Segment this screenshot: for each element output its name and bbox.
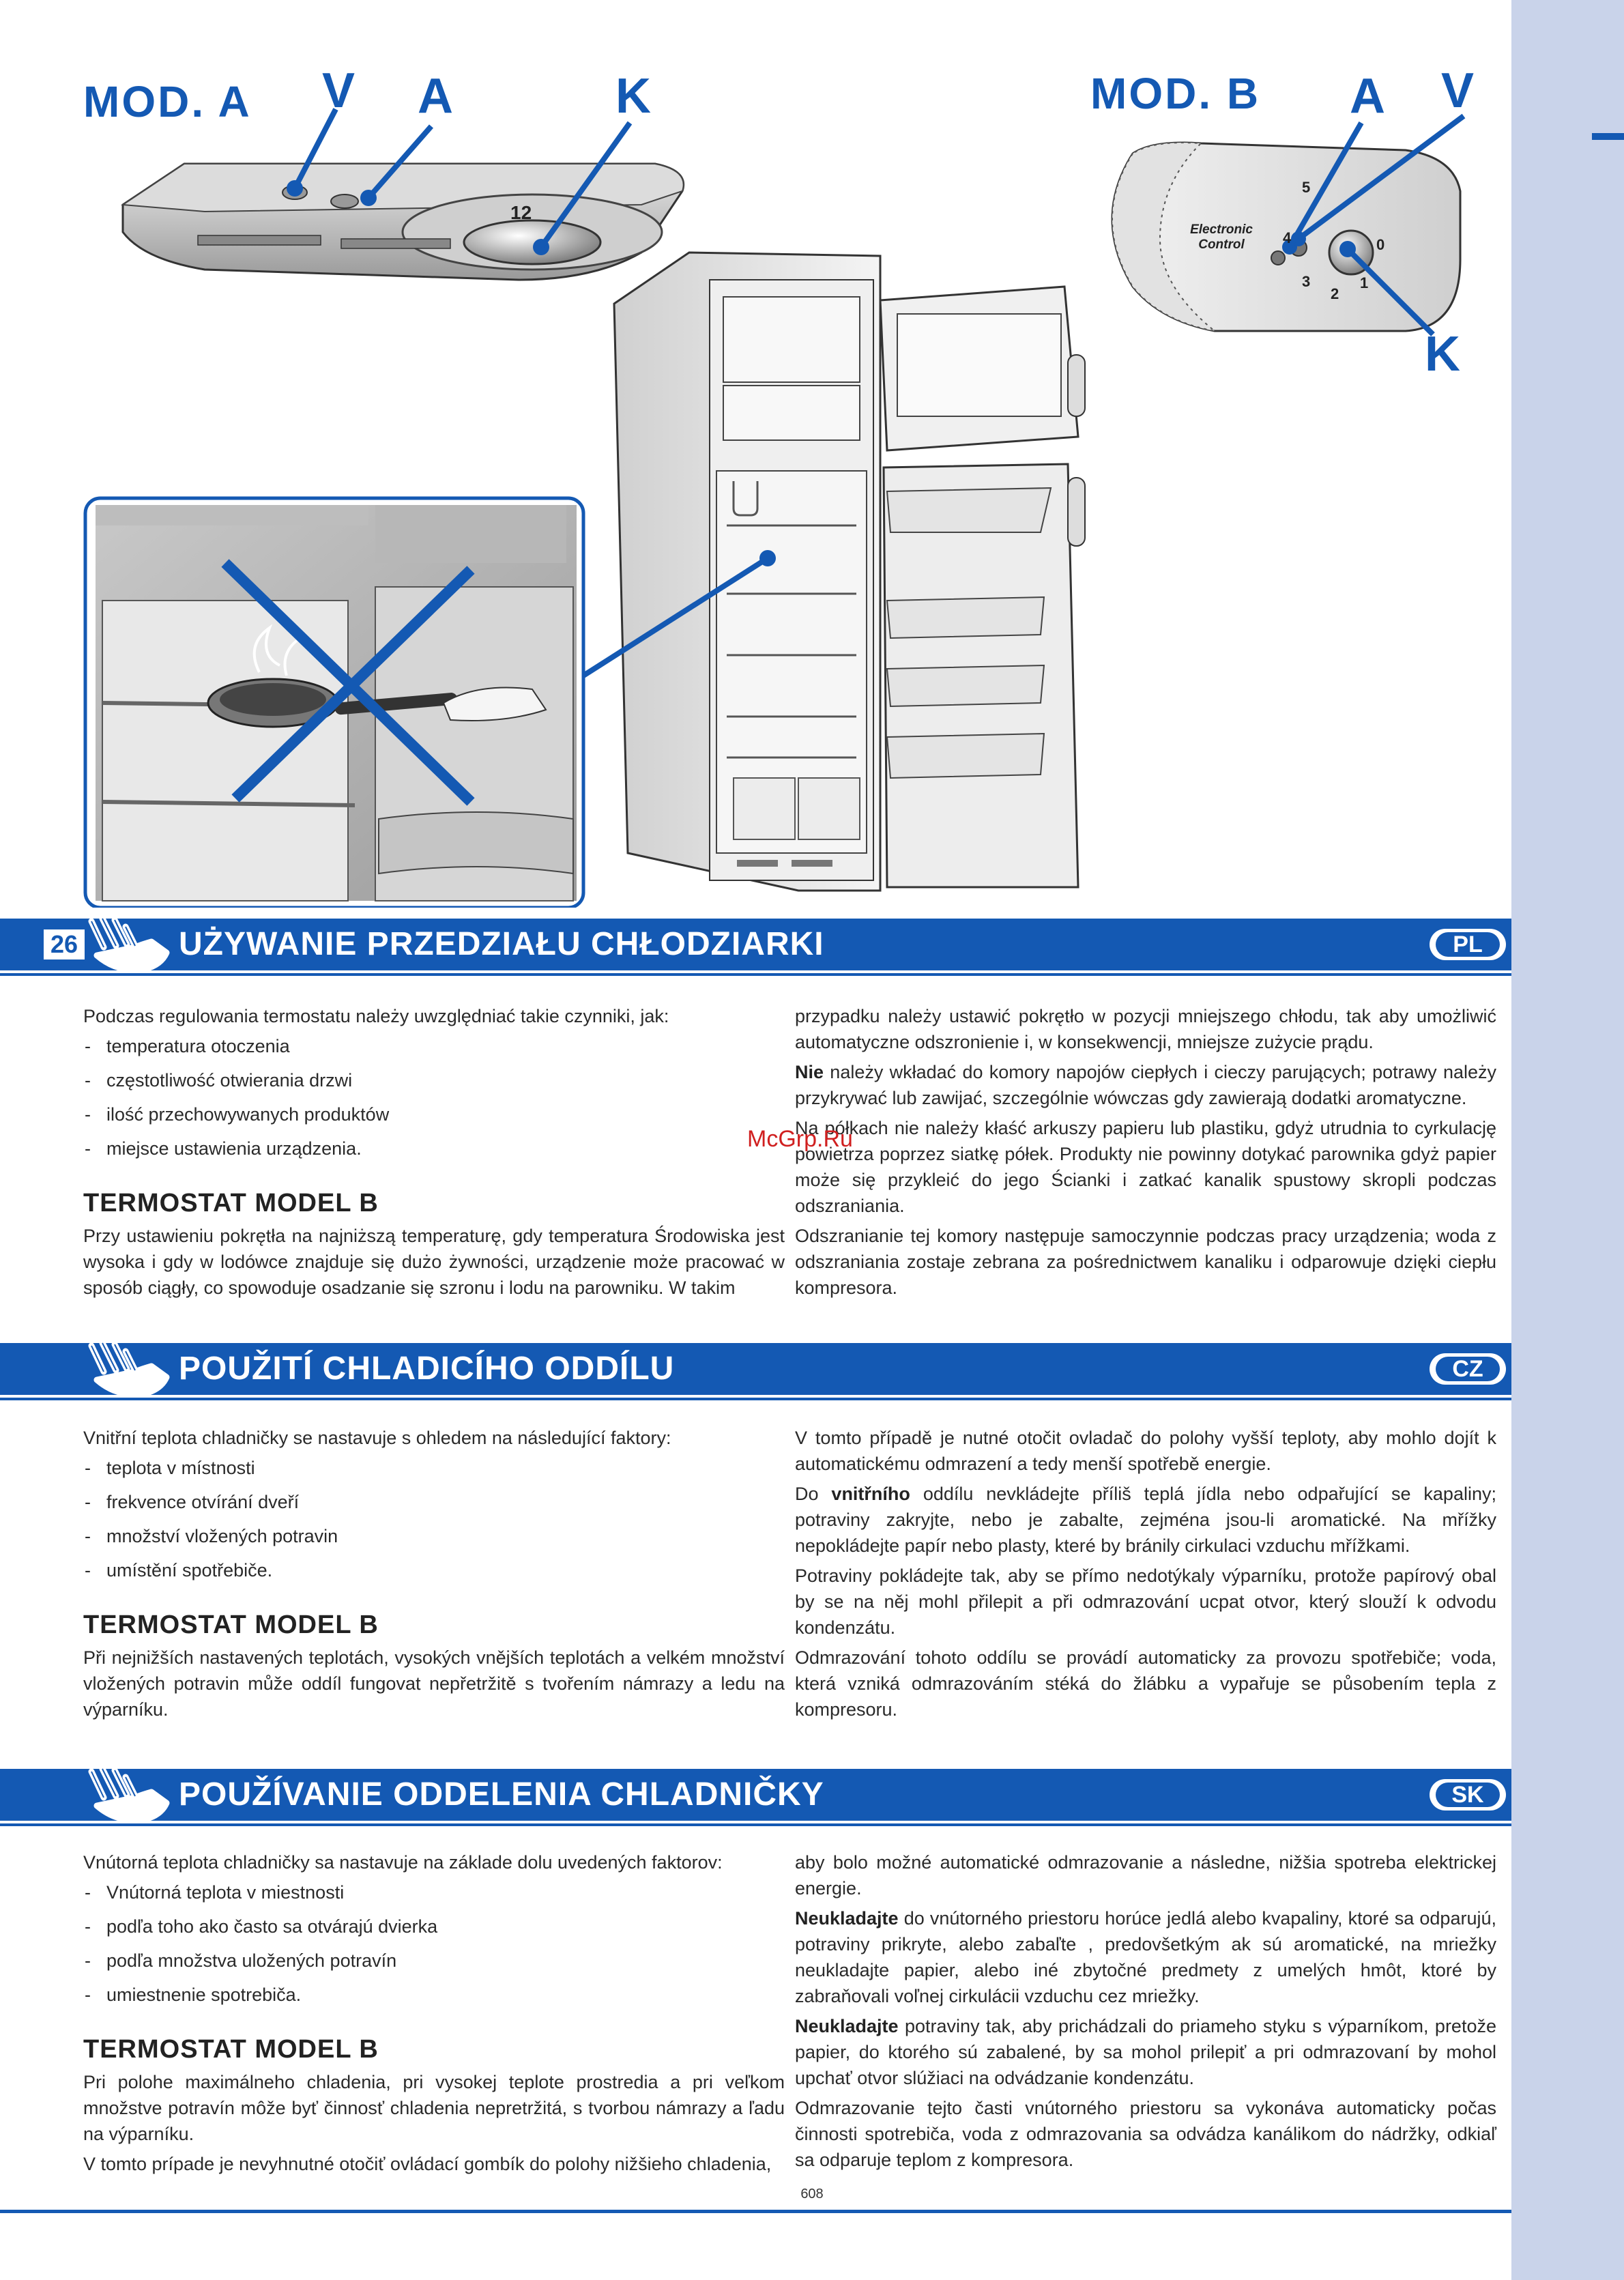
body-paragraph: Potraviny pokládejte tak, aby se přímo nedotýkaly výparníku, protože papírový obal by se na něj mohl přilepit a při odmrazování ucpat otvor, který slouží k odvodu kondenzátu. (795, 1565, 1496, 1638)
side-stripe (1511, 0, 1624, 2280)
paragraph-text: należy wkładać do komory napojów ciepłych i cieczy parujących; potrawy należy przykrywać lub zawijać, szczególnie wówczas gdy zawierają dodatki aromatyczne. (795, 1062, 1496, 1108)
hand-icon (76, 1339, 172, 1399)
bold-word: Neukladajte (795, 1908, 899, 1929)
list-item: - umiestnenie spotrebiča. (83, 1982, 785, 2008)
body-paragraph (795, 2013, 1496, 2091)
lang-badge-sk-text: SK (1436, 1783, 1500, 1807)
dial-a-number: 12 (510, 202, 532, 223)
body-paragraph: aby bolo možné automatické odmrazovanie a následne, nižšia spotreba elektrickej energie. (795, 1852, 1496, 1899)
dial-b-num-4: 4 (1283, 229, 1292, 246)
lang-badge-cz-text: CZ (1436, 1357, 1500, 1381)
section-title-cz: POUŽITÍ CHLADICÍHO ODDÍLU (179, 1351, 675, 1387)
paragraph-text: do vnútorného priestoru horúce jedlá alebo kvapaliny, ktoré sa odparujú, potraviny prikryte, alebo zabaľte , predovšetkým ak sú aromatické, na mriežky neukladajte papier, alebo iné zbytočné predmety z umelých hmôt, ktoré by zabraňovali voľnej cirkulácii vzduchu cez mriežky. (795, 1908, 1496, 2006)
footer-rule (0, 2210, 1511, 2213)
fridge-body (614, 252, 1085, 891)
body-paragraph: V tomto prípade je nevyhnutné otočiť ovládací gombík do polohy nižšieho chladenia, (83, 2154, 772, 2174)
section-rule-sk (0, 1823, 1511, 1826)
list-item: - teplota v místnosti (83, 1455, 785, 1481)
dial-b-num-1: 1 (1360, 274, 1369, 291)
section-rule-cz (0, 1398, 1511, 1400)
list-item: - temperatura otoczenia (83, 1033, 785, 1059)
body-paragraph: Pri polohe maximálneho chladenia, pri vysokej teplote prostredia a pri veľkom množstve potravín môže byť činnosť chladenia nepretržitá, s tvorbou námrazy a ľadu na výparníku. (83, 2072, 785, 2144)
section-pl-left (83, 1003, 785, 1305)
mod-b-label: MOD. B (1090, 69, 1261, 118)
footer-page-number: 608 (795, 2187, 829, 2202)
bold-word: Nie (795, 1062, 824, 1082)
dial-b-num-0: 0 (1376, 236, 1385, 253)
list-item: - frekvence otvírání dveří (83, 1489, 785, 1515)
list-item: - Vnútorná teplota v miestnosti (83, 1879, 785, 1905)
paragraph-text: Do (795, 1484, 832, 1504)
watermark-text: McGrp.Ru (747, 1126, 853, 1152)
hand-icon (76, 914, 172, 975)
dial-b-num-5: 5 (1302, 179, 1311, 196)
label-k-mod-b: K (1425, 327, 1460, 381)
section-rule-pl (0, 973, 1511, 976)
intro-text: Podczas regulowania termostatu należy uwzględniać takie czynniki, jak: (83, 1006, 669, 1026)
lang-badge-pl-text: PL (1436, 932, 1500, 957)
hand-icon (76, 1765, 172, 1825)
body-paragraph (795, 1905, 1496, 2009)
body-paragraph: Při nejnižších nastavených teplotách, vysokých vnějších teplotách a velkém množství vložených potravin může oddíl fungovat nepřetržitě s tvořením námrazy a ledu na výparníku. (83, 1647, 785, 1720)
label-a-mod-b: A (1350, 69, 1385, 124)
mod-b-control (1112, 116, 1464, 334)
side-tab-marker (1592, 133, 1624, 140)
section-title-pl: UŻYWANIE PRZEDZIAŁU CHŁODZIARKI (179, 926, 824, 962)
body-paragraph (795, 1481, 1496, 1559)
section-sk-right (795, 1849, 1496, 2177)
list-item: - podľa množstva uložených potravín (83, 1948, 785, 1974)
body-paragraph: przypadku należy ustawić pokrętło w pozycji mniejszego chłodu, tak aby umożliwić automatyczne odszronienie i, w konsekwencji, mniejsze zużycie prądu. (795, 1006, 1496, 1052)
electronic-control-text: Electronic Control (1190, 222, 1253, 252)
mod-a-label: MOD. A (83, 77, 252, 126)
label-v-mod-b: V (1441, 63, 1475, 118)
section-subheading: TERMOSTAT MODEL B (83, 2035, 379, 2064)
mod-a-panel (123, 109, 684, 280)
body-paragraph: Przy ustawieniu pokrętła na najniższą temperaturę, gdy temperatura Środowiska jest wysoka i gdy w lodówce znajduje się dużo żywności, urządzenie może pracować w sposób ciągły, co spowoduje osadzanie się szronu i lodu na parowniku. W takim (83, 1226, 785, 1298)
bold-word: vnitřního (831, 1484, 910, 1504)
label-k-mod-a: K (615, 69, 651, 124)
intro-text: Vnitřní teplota chladničky se nastavuje s ohledem na následující faktory: (83, 1428, 671, 1448)
section-header-pl (0, 919, 1511, 970)
list-item: - częstotliwość otwierania drzwi (83, 1067, 785, 1093)
list-item: - podľa toho ako často sa otvárajú dvierka (83, 1914, 785, 1939)
lang-badge-pl (1430, 929, 1506, 960)
section-header-cz (0, 1343, 1511, 1395)
label-a-mod-a: A (418, 69, 453, 124)
paragraph-text: oddílu nevkládejte příliš teplá jídla nebo odpařující se kapaliny; potraviny zakryjte, nebo je zabalte, zejména jsou-li aromatické. Na mřížky nepokládejte papír nebo plasty, které by bránily cirkulaci vzduchu mřížkami. (795, 1484, 1496, 1556)
body-paragraph: Na półkach nie należy kłaść arkuszy papieru lub plastiku, gdyż utrudnia to cyrkulację powietrza poprzez siatkę półek. Produkty nie powinny dotykać parownika gdyż papier może się przykleić do jego Ścianki i zatkać kanalik spustowy skropli podczas odszraniania. (795, 1118, 1496, 1216)
fridge-illustration (0, 0, 1511, 908)
bold-word: Neukladajte (795, 2016, 899, 2036)
body-paragraph (795, 1059, 1496, 1111)
section-subheading: TERMOSTAT MODEL B (83, 1189, 379, 1217)
fridge-drawing (0, 0, 1511, 908)
section-cz-left (83, 1425, 785, 1727)
section-pl-right (795, 1003, 1496, 1305)
dial-b-num-3: 3 (1302, 273, 1311, 290)
body-paragraph: Odmrazování tohoto oddílu se provádí automaticky za provozu spotřebiče; voda, která vzniká odmrazováním stéká do žlábku a vypařuje se působením tepla z kompresoru. (795, 1647, 1496, 1720)
section-title-sk: POUŽÍVANIE ODDELENIA CHLADNIČKY (179, 1776, 824, 1813)
label-v-mod-a: V (322, 63, 356, 118)
list-item: - ilość przechowywanych produktów (83, 1101, 785, 1127)
list-item: - množství vložených potravin (83, 1523, 785, 1549)
lang-badge-cz (1430, 1353, 1506, 1385)
dial-b-num-2: 2 (1331, 285, 1339, 302)
intro-text: Vnútorná teplota chladničky sa nastavuje na základe dolu uvedených faktorov: (83, 1852, 723, 1873)
section-header-sk (0, 1769, 1511, 1821)
body-paragraph: Odszranianie tej komory następuje samoczynnie podczas pracy urządzenia; woda z odszraniania zostaje zebrana za pośrednictwem kanaliku i odparowuje dzięki ciepłu kompresora. (795, 1226, 1496, 1298)
page-number: 26 (44, 929, 85, 959)
section-subheading: TERMOSTAT MODEL B (83, 1611, 379, 1639)
section-sk-left (83, 1849, 785, 2181)
lang-badge-sk (1430, 1779, 1506, 1810)
body-paragraph: Odmrazovanie tejto časti vnútorného priestoru sa vykonáva automaticky počas činnosti spotrebiča, voda z odmrazovania sa odvádza kanálikom do nádržky, odkiaľ sa odparuje teplom z kompresora. (795, 2098, 1496, 2170)
section-cz-right (795, 1425, 1496, 1727)
body-paragraph: V tomto případě je nutné otočit ovladač do polohy vyšší teploty, aby mohlo dojít k automatickému odmrazení a tedy menší spotřebě energie. (795, 1428, 1496, 1474)
paragraph-text: potraviny tak, aby prichádzali do priameho styku s výparníkom, pretože papier, do ktorého sú zabalené, by sa mohol prilepiť a pri odmrazovaní by mohol upchať otvor slúžiaci na odvádzanie kondenzátu. (795, 2016, 1496, 2088)
list-item: - umístění spotřebiče. (83, 1557, 785, 1583)
list-item: - miejsce ustawienia urządzenia. (83, 1136, 785, 1161)
